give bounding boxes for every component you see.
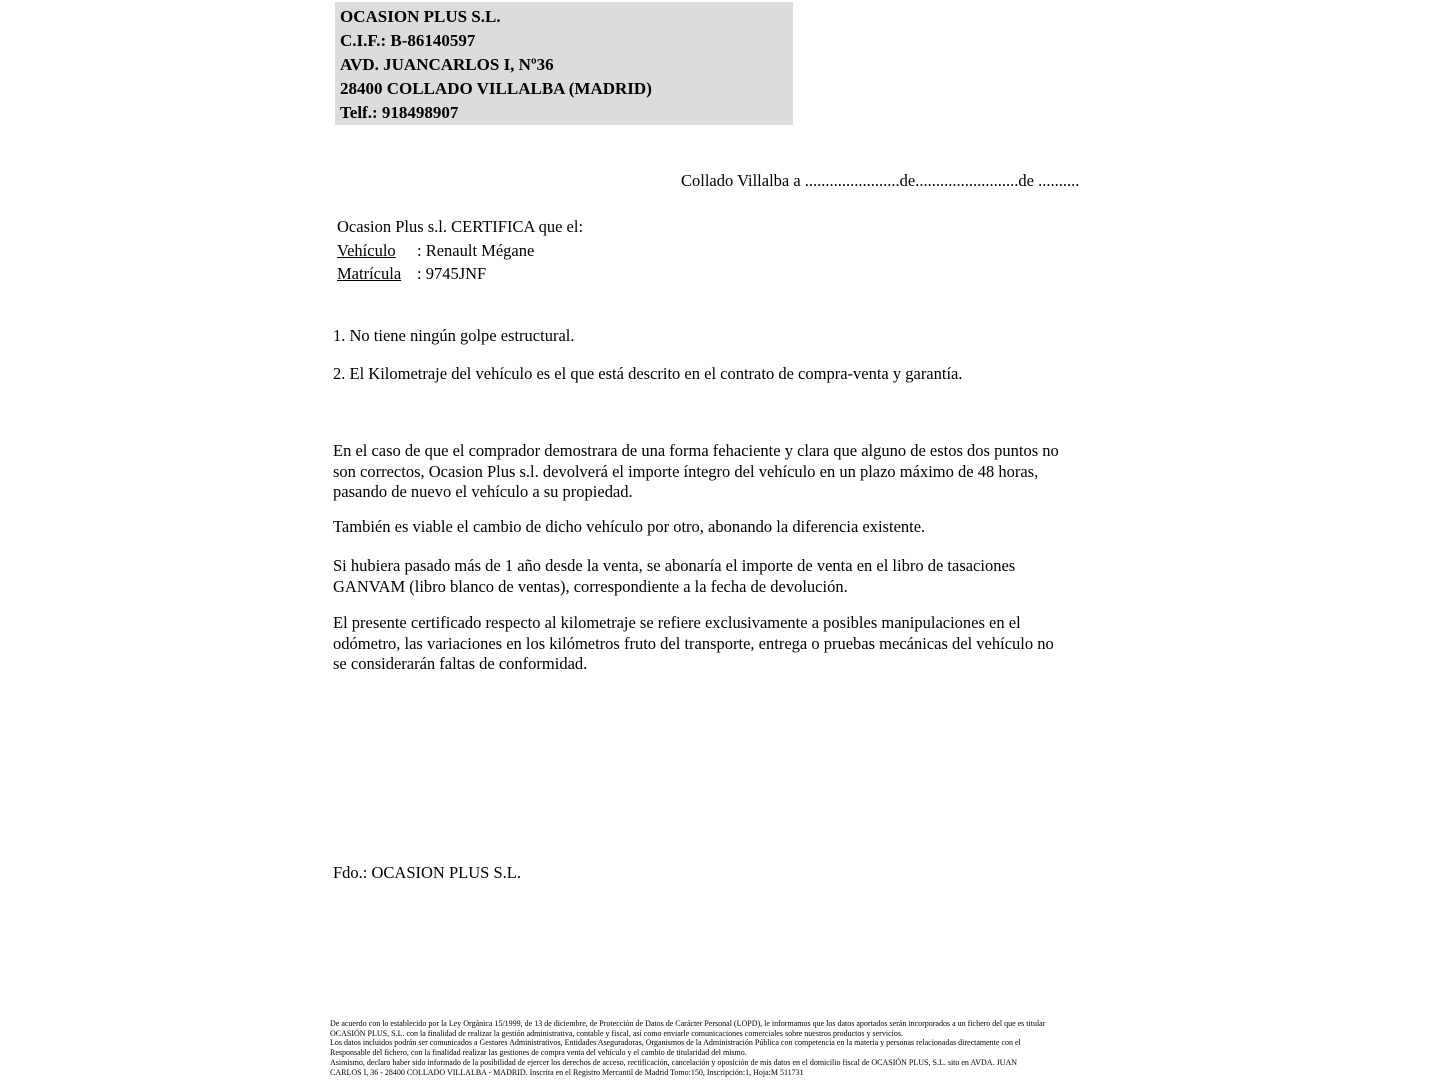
paragraph-line: odómetro, las variaciones en los kilómetros fruto del transporte, entrega o pruebas mecánicas del vehículo no <box>333 633 1054 653</box>
signature-line: Fdo.: OCASION PLUS S.L. <box>333 863 521 882</box>
ganvam-clause <box>333 556 1015 597</box>
paragraph-line: son correctos, Ocasion Plus s.l. devolverá el importe íntegro del vehículo en un plazo máximo de 48 horas, <box>333 461 1039 481</box>
paragraph-line: pasando de nuevo el vehículo a su propiedad. <box>333 482 633 501</box>
vehicle-value: Renault Mégane <box>425 240 535 260</box>
field-matricula <box>337 262 583 286</box>
matricula-label: Matrícula <box>337 264 402 283</box>
exchange-clause <box>333 517 925 538</box>
refund-clause <box>333 441 1059 503</box>
company-address: AVD. JUANCARLOS I, Nº36 <box>340 55 554 74</box>
company-name: OCASION PLUS S.L. <box>340 7 501 26</box>
company-city: 28400 COLLADO VILLALBA (MADRID) <box>340 79 652 98</box>
paragraph-line: El presente certificado respecto al kilometraje se refiere exclusivamente a posibles manipulaciones en el <box>333 613 1021 632</box>
paragraph-line: Si hubiera pasado más de 1 año desde la venta, se abonaría el importe de venta en el libro de tasaciones <box>333 556 1016 575</box>
legal-line: OCASIÓN PLUS, S.L. con la finalidad de realizar la gestión administrativa, contable y fiscal, así como enviarle comunicaciones comerciales sobre nuestros productos y servicios. <box>330 1028 903 1038</box>
legal-notice <box>330 1019 1045 1077</box>
odometer-clause <box>333 613 1054 675</box>
condition-item-2: 2. El Kilometraje del vehículo es el que está descrito en el contrato de compra-venta y garantía. <box>333 364 963 383</box>
legal-line: Responsable del fichero, con la finalidad realizar las gestiones de compra venta del vehículo y el cambio de titularidad del mismo. <box>330 1048 747 1058</box>
certification-statement: Ocasion Plus s.l. CERTIFICA que el: <box>337 217 584 236</box>
company-info-box <box>335 2 793 125</box>
date-placeholder-line: Collado Villalba a .......................de.........................de .......... <box>681 171 1080 190</box>
vehicle-separator: : <box>417 240 422 260</box>
field-vehicle <box>337 239 583 263</box>
paragraph-line: En el caso de que el comprador demostrara de una forma fehaciente y clara que alguno de estos dos puntos no <box>333 441 1059 460</box>
company-cif: C.I.F.: B-86140597 <box>340 31 476 50</box>
company-phone: Telf.: 918498907 <box>340 103 459 122</box>
matricula-separator: : <box>417 264 422 283</box>
legal-line: Asimismo, declaro haber sido informado de la posibilidad de ejercer los derechos de acceso, rectificación, cancelación y oposición de mis datos en el domicilio fiscal de OCASIÓN PLUS, S.L. sito en AVDA. JUAN <box>330 1057 1018 1067</box>
vehicle-label: Vehículo <box>337 240 396 260</box>
paragraph-line: se considerarán faltas de conformidad. <box>333 654 588 673</box>
certification-block <box>337 215 583 286</box>
paragraph-line: También es viable el cambio de dicho vehículo por otro, abonando la diferencia existente. <box>333 517 926 536</box>
condition-item-1: 1. No tiene ningún golpe estructural. <box>333 326 575 345</box>
matricula-value: 9745JNF <box>425 264 487 283</box>
legal-line: Los datos incluidos podrán ser comunicados a Gestores Administrativos, Entidades Aseguradoras, Organismos de la Administración Pública con competencia en la materia y personas relacionadas directamente con el <box>330 1038 1021 1048</box>
paragraph-line: GANVAM (libro blanco de ventas), correspondiente a la fecha de devolución. <box>333 576 848 596</box>
legal-line: CARLOS I, 36 - 28400 COLLADO VILLALBA - MADRID. Inscrita en el Registro Mercantil de Madrid Tomo:150, Inscripción:1, Hoja:M 511731 <box>330 1067 804 1077</box>
legal-line: De acuerdo con lo establecido por la Ley Orgánica 15/1999, de 13 de diciembre, de Protección de Datos de Carácter Personal (LOPD), le informamos que los datos aportados serán incorporados a un fichero del que es titular <box>330 1019 1046 1028</box>
